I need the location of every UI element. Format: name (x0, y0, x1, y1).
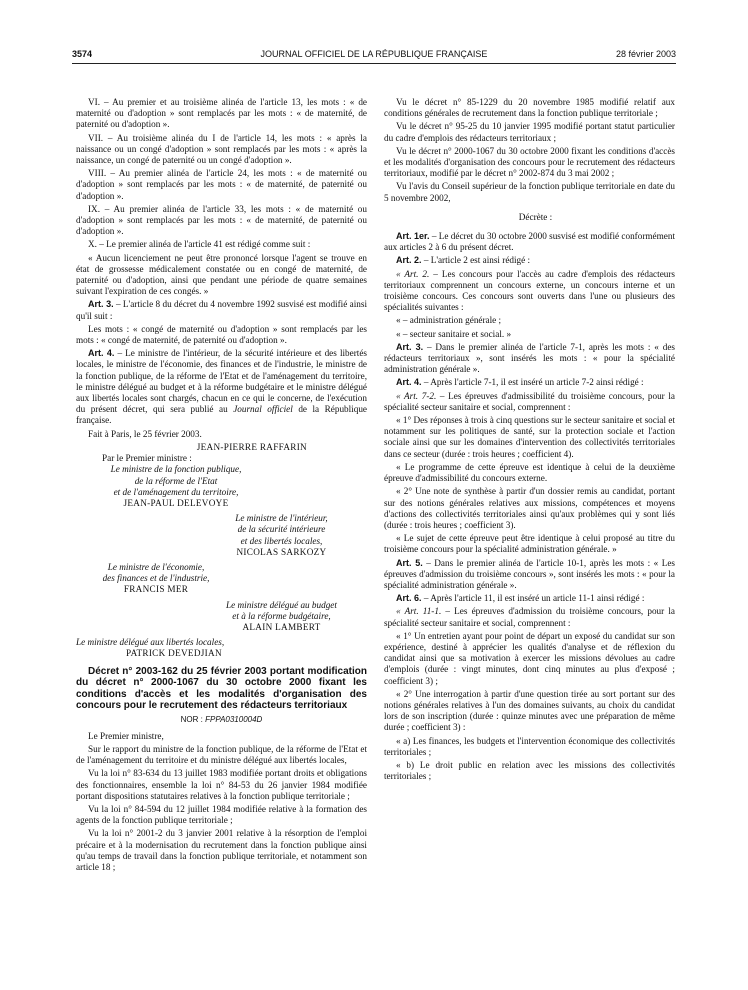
visa: Vu le décret n° 95-25 du 10 janvier 1995 modifié portant statut particulier du cadre d'emplois des rédacteurs territoriaux ; (384, 121, 675, 143)
signature-date: Fait à Paris, le 25 février 2003. (88, 428, 202, 439)
article-4-quote: « Art. 7-2. – Les épreuves d'admissibilité du troisième concours, pour la spécialité secteur sanitaire et social, comprennent : (384, 390, 675, 412)
paragraph: « Le sujet de cette épreuve peut être identique à celui proposé au titre du troisième concours pour la spécialité administration générale. » (384, 533, 675, 555)
paragraph: « b) Le droit public en relation avec les missions des collectivités territoriales ; (384, 759, 675, 782)
minister-title: Le ministre de la fonction publique, (110, 464, 242, 475)
article-label: Art. 4. (88, 348, 115, 359)
paragraph: « 2° Une note de synthèse à partir d'un dossier remis au candidat, portant sur des notions générales relatives aux missions, compétences et moyens d'actions des collectivités territoriales ainsi qu'aux problèmes qui y sont liés (durée : trois heures ; coefficient 3). (384, 486, 675, 530)
paragraph-vi: VI. – Au premier et au troisième alinéa de l'article 13, les mots : « de maternité ou d'adoption » sont remplacés par les mots : « de maternité, de paternité ou d'adoption ». (76, 97, 367, 130)
article-4: Art. 4. – Le ministre de l'intérieur, de la sécurité intérieure et des libertés locales, le ministre de l'économie, des finances et de l'industrie, le ministre de la fonction publique, de la réforme de l'Etat et de l'aménagement du territoire, le ministre délégué au budget et à la réforme budgétaire et le ministre délégué aux libertés locales sont chargés, chacun en ce qui le concerne, de l'exécution du présent décret, qui sera publié au Journal officiel de la République française. (76, 348, 368, 426)
minister-title: Le ministre délégué au budget (226, 599, 337, 610)
minister-title: Le ministre de l'intérieur, (235, 513, 328, 524)
minister-title: des finances et de l'industrie, (102, 573, 210, 584)
left-column (76, 97, 367, 875)
minister-title: et de l'aménagement du territoire, (113, 486, 239, 497)
minister-signature: FRANCIS MER (123, 584, 189, 595)
paragraph: « a) Les finances, les budgets et l'intervention économique des collectivités territoriales ; (384, 735, 675, 757)
visa: Vu la loi n° 2001-2 du 3 janvier 2001 relative à la résorption de l'emploi précaire et à la modernisation du recrutement dans la fonction publique ainsi qu'au temps de travail dans la fonction publique territoriale, et notamment son article 18 ; (76, 828, 367, 872)
minister-signature: PATRICK DEVEDJIAN (126, 648, 222, 659)
minister-title: et à la réforme budgétaire, (232, 610, 331, 621)
visa: Vu la loi n° 83-634 du 13 juillet 1983 modifiée portant droits et obligations des fonctionnaires, ensemble la loi n° 84-53 du 26 janvier 1984 modifiée portant dispositions statutaires relatives à la fonction publique territoriale ; (76, 768, 367, 801)
article-6-quote: « Art. 11-1. – Les épreuves d'admission du troisième concours, pour la spécialité secteur sanitaire et social, comprennent : (384, 606, 675, 628)
paragraph-ix: IX. – Au premier alinéa de l'article 33, les mots : « de maternité ou d'adoption » sont remplacés par les mots : « de maternité, de paternité ou d'adoption ». (76, 203, 367, 237)
right-column (384, 97, 675, 784)
paragraph-vii: VII. – Au troisième alinéa du I de l'article 14, les mots : « après la naissance ou un congé d'adoption » sont remplacés par les mots : « après la naissance, un congé de paternité ou un congé d'adoption ». (76, 132, 367, 166)
minister-title: Le ministre délégué aux libertés locales, (76, 637, 225, 648)
article-label: Art. 3. (88, 299, 114, 310)
article-6: Art. 6. – Après l'article 11, il est inséré un article 11-1 ainsi rédigé : (396, 593, 645, 604)
issue-date: 28 février 2003 (615, 49, 676, 59)
minister-title: de la sécurité intérieure (237, 524, 326, 535)
minister-signature: NICOLAS SARKOZY (236, 546, 327, 557)
article-label: Art. 5. (396, 557, 423, 568)
visa: Vu l'avis du Conseil supérieur de la fonction publique territoriale en date du 5 novembre 2002, (384, 181, 675, 203)
page-header (72, 49, 676, 63)
article-2: Art. 2. – L'article 2 est ainsi rédigé : (396, 255, 531, 266)
visa: Vu le décret n° 2000-1067 du 30 octobre 2000 fixant les conditions d'accès et les modalités d'organisation des concours pour le recrutement des rédacteurs territoriaux, modifié par le décret n° 2002-874 du 3 mai 2002 ; (384, 145, 675, 179)
article-label: Art. 2. (396, 255, 422, 266)
article-label: Art. 3. (396, 341, 424, 352)
decree-title: Décret n° 2003-162 du 25 février 2003 portant modification du décret n° 2000-1067 du 30 octobre 2000 fixant les conditions d'accès et les modalités d'organisation des concours pour le recrutement des rédacteurs territoriaux (76, 665, 367, 712)
article-1: Art. 1er. – Le décret du 30 octobre 2000 susvisé est modifié conformément aux articles 2 à 6 du présent décret. (384, 231, 675, 253)
article-3: Art. 3. – L'article 8 du décret du 4 novembre 1992 susvisé est modifié ainsi qu'il suit : (76, 299, 368, 321)
pm-attribution: Par le Premier ministre : (102, 453, 192, 464)
paragraph-viii: VIII. – Au premier alinéa de l'article 24, les mots : « de maternité ou d'adoption » sont remplacés par les mots : « de maternité, de paternité ou d'adoption ». (76, 168, 367, 201)
article-3-text: Les mots : « congé de maternité ou d'adoption » sont remplacés par les mots : « congé de maternité, de paternité ou d'adoption ». (76, 323, 367, 346)
minister-signature: JEAN-PAUL DELEVOYE (123, 497, 229, 508)
paragraph-x: X. – Le premier alinéa de l'article 41 est rédigé comme suit : (88, 239, 311, 250)
paragraph: « Le programme de cette épreuve est identique à celui de la deuxième épreuve d'admissibilité du concours externe. (384, 461, 675, 484)
article-label: Art. 1er. (396, 231, 430, 242)
article-label: Art. 4. (396, 377, 422, 388)
paragraph-x-quote: « Aucun licenciement ne peut être prononcé lorsque l'agent se trouve en état de grossesse médicalement constatée ou en congé de maternité, de paternité ou d'adoption, ainsi que pendant une période de quatre semaines suivant l'expiration de ces congés. » (76, 252, 367, 297)
list-item: « – secteur sanitaire et social. » (396, 328, 512, 339)
decrete: Décrète : (518, 211, 553, 222)
paragraph: « 2° Une interrogation à partir d'une question tirée au sort portant sur des notions générales relatives à l'un des domaines suivants, au choix du candidat lors de son inscription (durée : quinze minutes avec une préparation de même durée ; coefficient 3) : (384, 688, 675, 733)
article-5: Art. 5. – Dans le premier alinéa de l'article 10-1, après les mots : « Les épreuves d'admission du troisième concours », sont insérés les mots : « pour la spécialité administration générale ». (384, 557, 675, 590)
article-2-quote: « Art. 2. – Les concours pour l'accès au cadre d'emplois des rédacteurs territoriaux comprennent un concours externe, un concours interne et un troisième concours. Ces concours sont ouverts dans l'une ou plusieurs des spécialités suivantes : (384, 268, 675, 313)
visa: Sur le rapport du ministre de la fonction publique, de la réforme de l'Etat et de l'aménagement du territoire et du ministre délégué aux libertés locales, (76, 743, 367, 766)
article-3: Art. 3. – Dans le premier alinéa de l'article 7-1, après les mots : « des rédacteurs territoriaux », sont insérés les mots : « pour la spécialité administration générale ». (384, 341, 675, 375)
article-4: Art. 4. – Après l'article 7-1, il est inséré un article 7-2 ainsi rédigé : (396, 377, 644, 388)
page-number: 3574 (72, 49, 93, 59)
list-item: « – administration générale ; (396, 315, 502, 326)
paragraph: « 1° Un entretien ayant pour point de départ un exposé du candidat sur son expérience, destiné à apprécier les qualités d'analyse et de réflexion du candidat ainsi que sa motivation à exercer les missions dévolues au cadre d'emplois (durée : vingt minutes, dont cinq minutes au plus d'exposé ; coefficient 3) ; (384, 630, 675, 686)
paragraph: « 1° Des réponses à trois à cinq questions sur le secteur sanitaire et social et notamment sur les politiques de santé, sur la protection sociale et l'action sociale ainsi que sur les domaines d'intervention des collectivités territoriales dans ce secteur (durée : trois heures ; coefficient 4). (384, 415, 675, 459)
journal-title: JOURNAL OFFICIEL DE LA RÉPUBLIQUE FRANÇAISE (260, 49, 488, 59)
nor-reference: NOR : FPPA0310004D (180, 714, 263, 724)
visa: Vu la loi n° 84-594 du 12 juillet 1984 modifiée relative à la formation des agents de la fonction publique territoriale ; (76, 803, 367, 826)
minister-title: de la réforme de l'Etat (134, 475, 218, 486)
minister-title: et des libertés locales, (240, 535, 323, 546)
visa: Vu le décret n° 85-1229 du 20 novembre 1985 modifié relatif aux conditions générales de recrutement dans la fonction publique territoriale ; (384, 97, 675, 119)
premier-ministre: Le Premier ministre, (88, 730, 164, 741)
header-rule (72, 63, 676, 64)
minister-signature: ALAIN LAMBERT (242, 621, 321, 632)
article-label: Art. 6. (396, 593, 422, 604)
minister-title: Le ministre de l'économie, (107, 561, 205, 572)
pm-signature: JEAN-PIERRE RAFFARIN (196, 441, 307, 452)
